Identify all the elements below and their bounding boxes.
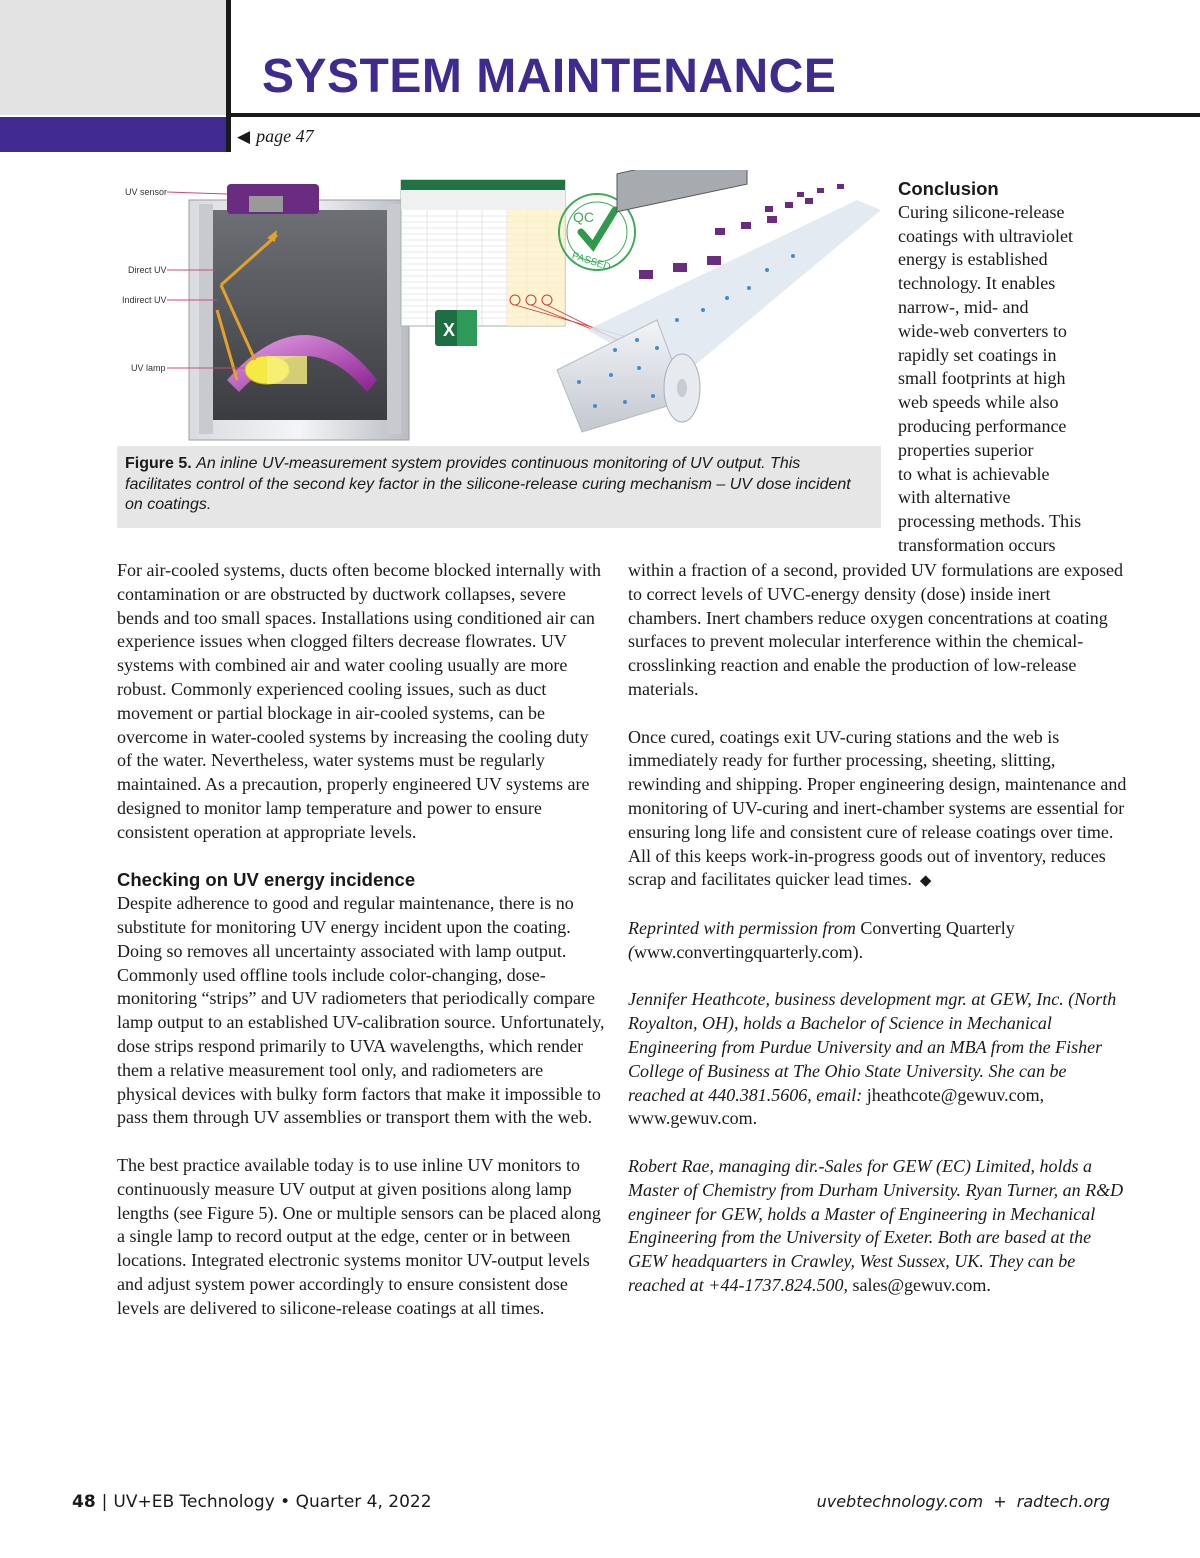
body-paragraph: For air-cooled systems, ducts often become blocked internally with contamination or are obstructed by ductwork collapses, severe bends and too small spaces. Installations using conditioned air can experience issues when clogged filters decrease flowrates. UV systems with combined air and water cooling usually are more robust. Commonly experienced cooling issues, such as duct movement or partial blockage in air-cooled systems, can be overcome in water-cooled systems by increasing the cooling duty of the water. Nevertheless, water systems must be regularly maintained. As a precaution, properly engineered UV systems are designed to monitor lamp temperature and power to ensure consistent operation at appropriate levels. (117, 560, 602, 842)
figure-caption-text: An inline UV-measurement system provides continuous monitoring of UV output. This facilitates control of the second key factor in the silicone-release curing mechanism – UV dose incident on coatings. (125, 455, 851, 513)
article-column-right (628, 559, 1128, 1298)
page-title: SYSTEM MAINTENANCE (262, 50, 837, 103)
label-uv-sensor: UV sensor (125, 187, 168, 197)
conclusion-line: narrow-, mid- and (898, 296, 1029, 317)
author-bio-text: Jennifer Heathcote, business development mgr. at GEW, Inc. (North Royalton, OH), holds a Bachelor of Science in Mechanical Engineering from Purdue University and an MBA from the Fisher College of Business at The Ohio State University. She can be reached at 440.381.5606, email: (628, 989, 1117, 1105)
conclusion-line: processing methods. This (898, 511, 1082, 532)
conclusion-line: with alternative (898, 487, 1011, 508)
reprint-prefix: Reprinted with permission from (628, 917, 856, 938)
header-vertical-rule (226, 0, 231, 152)
reprint-paren: ( (628, 941, 634, 962)
author-contact-email[interactable]: sales@gewuv.com. (852, 1274, 991, 1295)
conclusion-line: properties superior (898, 439, 1034, 460)
conclusion-line: Curing silicone-release (898, 201, 1065, 222)
body-paragraph (628, 726, 1128, 894)
excel-icon (435, 310, 477, 346)
svg-text:X: X (443, 320, 456, 340)
lamp-housing (189, 200, 409, 440)
publication-name: UV+EB Technology • Quarter 4, 2022 (113, 1492, 432, 1512)
page-ref-label: page 47 (256, 126, 314, 146)
continued-from-link[interactable] (237, 125, 314, 148)
label-direct-uv: Direct UV (128, 265, 167, 275)
stamp-top-text: QC (573, 209, 594, 225)
author-contact-links[interactable]: jheathcote@gewuv.com, www.gewuv.com. (628, 1084, 1045, 1129)
closing-paragraph-text: Once cured, coatings exit UV-curing stations and the web is immediately ready for further processing, sheeting, slitting, rewinding and shipping. Proper engineering design, maintenance and monitoring of UV-curing and inert-chamber systems are essential for ensuring long life and consistent cure of release coatings over time. All of this keeps work-in-progress goods out of inventory, reduces scrap and facilitates quicker lead times. (628, 726, 1127, 890)
stamp-bottom-text: PASSED (570, 250, 612, 274)
section-heading: Checking on UV energy incidence (117, 869, 416, 891)
header-grey-block (0, 0, 226, 115)
end-mark-diamond-icon: ◆ (919, 871, 932, 890)
page-number: 48 (72, 1492, 96, 1512)
conclusion-line: to what is achievable (898, 463, 1050, 484)
header-purple-bar (0, 117, 226, 152)
figure-caption-label: Figure 5. (125, 455, 192, 472)
conclusion-section (898, 177, 1198, 558)
conclusion-line: producing performance (898, 415, 1067, 436)
conclusion-line: web speeds while also (898, 392, 1059, 413)
conclusion-line: energy is established (898, 249, 1048, 270)
header-horizontal-rule (231, 113, 1200, 117)
body-paragraph: The best practice available today is to use inline UV monitors to continuously measure UV output at given positions along lamp lengths (see Figure 5). One or multiple sensors can be placed along a single lamp to record output at the edge, center or in between locations. Integrated electronic systems monitor UV-output levels and adjust system power accordingly to ensure consistent dose levels are delivered to silicone-release coatings at all times. (117, 1154, 601, 1318)
author-bio (628, 988, 1128, 1131)
conclusion-line: coatings with ultraviolet (898, 225, 1073, 246)
footer-websites[interactable]: uvebtechnology.com + radtech.org (816, 1492, 1110, 1511)
footer-publication (72, 1491, 432, 1513)
label-uv-lamp: UV lamp (131, 363, 166, 373)
label-indirect-uv: Indirect UV (122, 295, 167, 305)
author-bio (628, 1155, 1128, 1298)
conclusion-line: wide-web converters to (898, 320, 1067, 341)
body-paragraph: Despite adherence to good and regular maintenance, there is no substitute for monitoring UV energy incident upon the coating. Doing so removes all uncertainty associated with lamp output. Commonly used offline tools include color-changing, dose-monitoring “strips” and UV radiometers that periodically compare lamp output to an established UV-calibration source. Unfortunately, dose strips respond primarily to UVA wavelengths, which render them a relative measurement tool only, and radiometers are physical devices with bulky form factors that make it impossible to pass them through UV assemblies or transport them with the web. (117, 893, 605, 1128)
back-arrow-icon: ◀ (237, 127, 251, 147)
author-bio-text: Robert Rae, managing dir.-Sales for GEW (EC) Limited, holds a Master of Chemistry from Durham University. Ryan Turner, an R&D engineer for GEW, holds a Master of Engineering in Mechanical Engineering from the University of Exeter. Both are based at the GEW headquarters in Crawley, West Sussex, UK. They can be reached at +44-1737.824.500, (628, 1155, 1124, 1295)
conclusion-line: rapidly set coatings in (898, 344, 1057, 365)
conclusion-heading: Conclusion (898, 178, 999, 199)
footer-separator: | (101, 1492, 108, 1512)
conclusion-line: technology. It enables (898, 273, 1056, 294)
reprint-url[interactable]: www.convertingquarterly.com). (634, 941, 864, 962)
reprint-publication: Converting Quarterly (860, 917, 1015, 938)
body-paragraph: within a fraction of a second, provided UV formulations are exposed to correct levels of UVC-energy density (dose) inside inert chambers. Inert chambers reduce oxygen concentrations at coating surfaces to prevent molecular interference within the chemical-crosslinking reaction and enable the production of low-release materials. (628, 560, 1124, 699)
figure-caption (117, 446, 881, 528)
article-column-left (117, 559, 607, 1321)
conclusion-line: small footprints at high (898, 368, 1066, 389)
reprint-note (628, 917, 1128, 965)
figure-illustration (117, 170, 881, 446)
conclusion-line: transformation occurs (898, 534, 1056, 555)
